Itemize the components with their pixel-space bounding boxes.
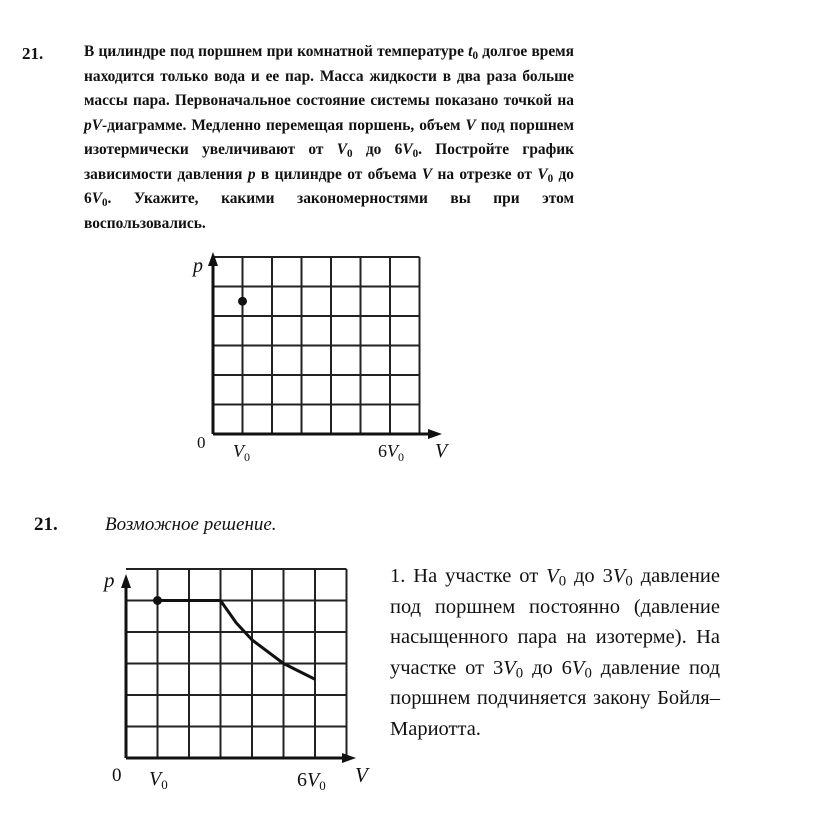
tick-label-6v0: $6V_0$ — [297, 769, 326, 793]
x-axis-arrow — [342, 753, 356, 763]
y-axis-arrow — [121, 574, 131, 588]
tick-label-6v0: $6V_0$ — [378, 441, 404, 464]
origin-label: 0 — [197, 433, 206, 452]
problem-text: В цилиндре под поршнем при комнатной температуре $t_0$ долгое время находится только вода и ее пар. Масса жидкости в два раза больше массы пара. Первоначальное состояние системы показано точкой на pV-диаграмме. Медленно перемещая поршень, объем V под поршнем изотермически увеличивают от $V_0$ до $6V_0$. Постройте график зависимости давления p в цилиндре от объема V на отрезке от $V_0$ до $6V_0$. Укажите, какими закономерностями вы при этом воспользовались. — [84, 43, 574, 232]
chart-marks — [153, 596, 315, 679]
solution-answer-text: 1. На участке от $V_0$ до $3V_0$ давление под поршнем постоянно (давление насыщенного пара на изотерме). На участке от $3V_0$ до $6V_0$ давление под поршнем подчиняется закону Бойля–Мариотта. — [390, 565, 721, 740]
tick-label-v0: $V_0$ — [233, 441, 250, 464]
y-axis-label: p — [193, 255, 203, 277]
x-axis-label: V — [355, 763, 368, 787]
solution-title: Возможное решение. — [105, 514, 277, 535]
origin-label: 0 — [112, 765, 122, 786]
x-axis-label: V — [435, 440, 448, 462]
solution-number: 21. — [34, 514, 58, 535]
pressure-curve — [158, 601, 316, 680]
tick-label-v0: $V_0$ — [149, 768, 168, 792]
problem-number: 21. — [22, 44, 44, 63]
y-axis-label: p — [104, 568, 115, 592]
